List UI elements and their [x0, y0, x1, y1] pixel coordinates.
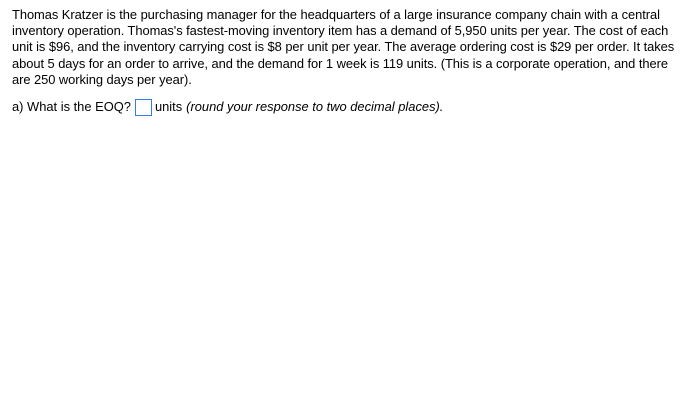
question-a-prompt: a) What is the EOQ? [12, 99, 131, 115]
question-a-unit: units [154, 99, 183, 115]
question-a-instruction: (round your response to two decimal places). [186, 99, 444, 115]
question-container [12, 7, 688, 116]
eoq-answer-input[interactable] [135, 99, 152, 116]
question-a-row [12, 98, 688, 116]
problem-statement: Thomas Kratzer is the purchasing manager for the headquarters of a large insurance company chain with a central inventory operation. Thomas's fastest-moving inventory item has a demand of 5,950 units per year. The cost of each unit is $96, and the inventory carrying cost is $8 per unit per year. The average ordering cost is $29 per order. It takes about 5 days for an order to arrive, and the demand for 1 week is 119 units. (This is a corporate operation, and there are 250 working days per year). [12, 7, 675, 87]
